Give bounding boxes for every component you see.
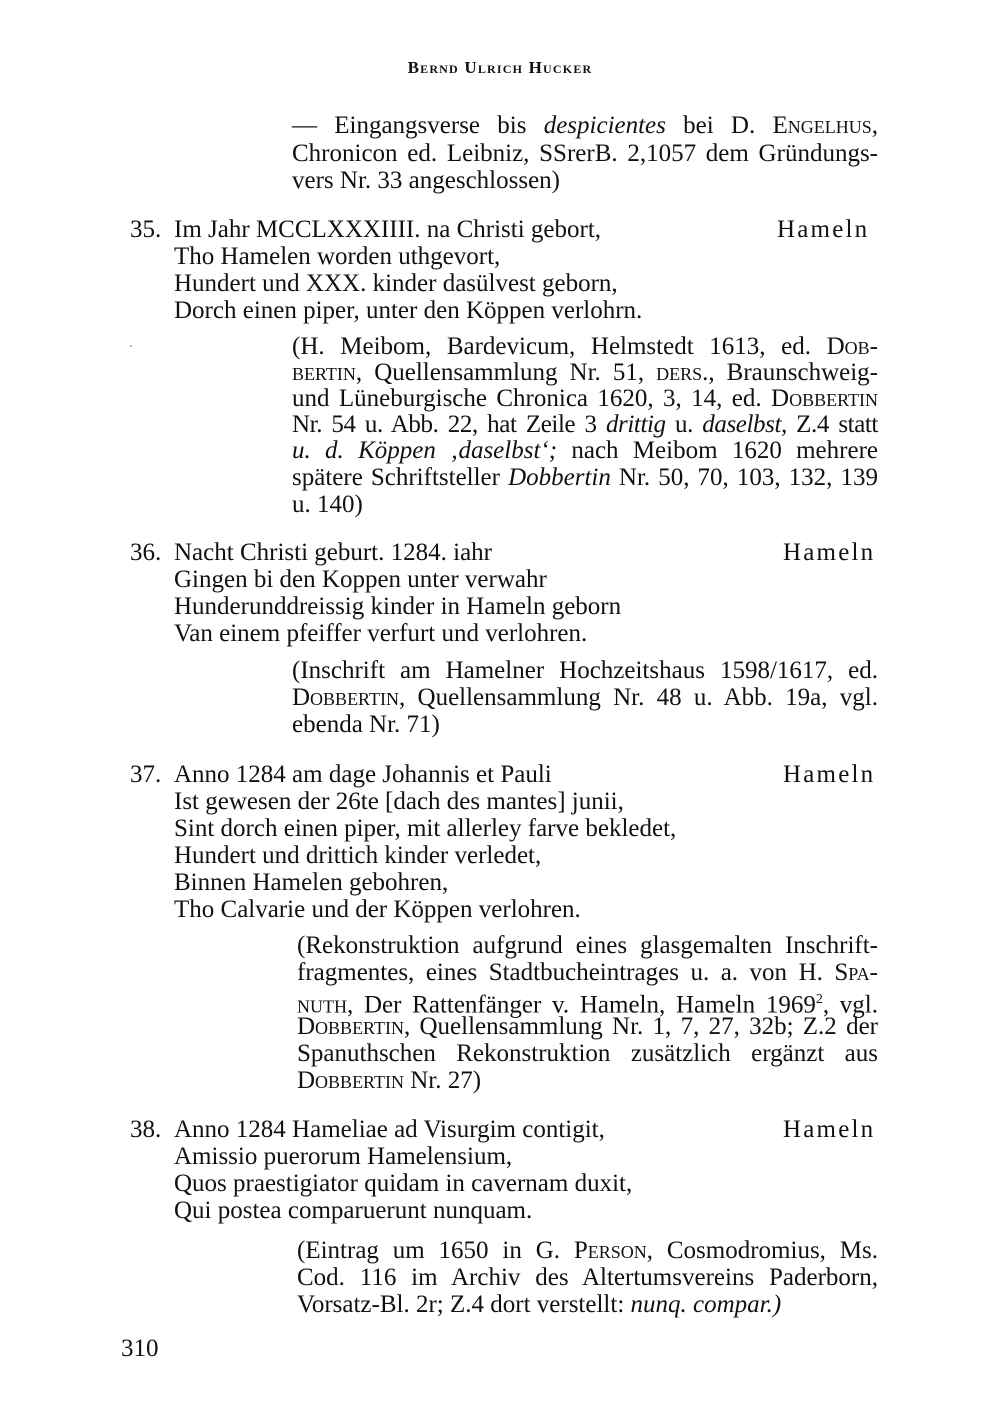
text: (Rekonstruktion aufgrund eines glasgemalten Inschrift- [297,932,878,959]
text: nach Meibom 1620 mehrere [557,437,878,464]
text: , Cosmodromius, Ms. [646,1237,878,1264]
italic-text: daselbst, [702,411,787,438]
italic-text: Dobbertin [508,464,611,491]
italic-text: nunq. compar.) [630,1291,782,1318]
text: spätere Schriftsteller [292,464,509,491]
author-name: Dobbertin [292,684,399,711]
text: Spanuthschen Rekonstruktion zusätzlich ergänzt aus [297,1040,878,1067]
entry-number: 36. [130,539,162,566]
source-line [297,1291,878,1318]
text: u. [665,411,703,438]
text: Vorsatz-Bl. 2r; Z.4 dort verstellt: [297,1291,631,1318]
text: — Eingangsverse bis [292,112,544,139]
verse-line: Anno 1284 Hameliae ad Visurgim contigit, [174,1116,605,1143]
entry-place: Hameln [777,216,870,243]
verse-line: Tho Calvarie und der Köppen verlohren. [174,896,581,923]
text: fragmentes, eines Stadtbucheintrages u. a. von H. [297,959,835,986]
margin-speck [130,345,132,347]
text: Cod. 116 im Archiv des Altertumsvereins Paderborn, [297,1264,878,1291]
continuation-line-2 [292,140,878,167]
text: (Eintrag um 1650 in G. [297,1237,574,1264]
source-line [292,333,878,360]
text: , Quellensammlung Nr. 48 u. Abb. 19a, vgl. [398,684,878,711]
author-name: Dobbertin [297,1067,404,1094]
text: Nr. 54 u. Abb. 22, hat Zeile 3 [292,411,606,438]
source-line [297,1067,481,1094]
source-line [297,1264,878,1291]
source-line [297,1237,878,1264]
continuation-line-3 [292,167,560,194]
text: , vgl. [822,991,878,1019]
author-name: Dobbertin [771,385,878,412]
verse-line: Gingen bi den Koppen unter verwahr [174,566,547,593]
text: , Braunschweig- [708,359,878,386]
text: Chronicon ed. Leibniz, SSrerB. 2,1057 dem Gründungs- [292,140,878,167]
text: Nr. 27) [403,1067,482,1094]
author-name: Spa- [834,959,878,986]
verse-line: Nacht Christi geburt. 1284. iahr [174,539,492,566]
entry-number: 38. [130,1116,162,1143]
running-head: Bernd Ulrich Hucker [407,58,593,77]
text: , Der Rattenfänger v. Hameln, Hameln 1969 [347,991,816,1019]
verse-line: Binnen Hamelen gebohren, [174,869,449,896]
verse-line: Sint dorch einen piper, mit allerley farve bekledet, [174,815,677,842]
author-name: Dobbertin [297,1013,404,1040]
author-name: Person [573,1237,647,1264]
author-name: nuth [297,991,347,1019]
source-line [292,684,878,711]
text: , Quellensammlung Nr. 1, 7, 27, 32b; Z.2 der [403,1013,878,1040]
source-line [297,1040,878,1067]
entry-number: 35. [130,216,162,243]
text: , Quellensammlung Nr. 51, [355,359,657,386]
entry-place: Hameln [783,539,876,566]
source-line [292,711,440,738]
text: Z.4 statt [786,411,878,438]
text: und Lüneburgische Chronica 1620, 3, 14, ed. [292,385,772,412]
source-line [292,657,878,684]
entry-place: Hameln [783,1116,876,1143]
text: , [871,112,878,139]
verse-line: Quos praestigiator quidam in cavernam duxit, [174,1170,633,1197]
source-line [292,411,878,438]
entry-number: 37. [130,761,162,788]
continuation-line-1 [292,112,878,139]
text: u. 140) [292,491,363,518]
superscript: 2 [815,992,823,1007]
source-line [292,491,363,518]
verse-line: Hundert und drittich kinder verledet, [174,842,542,869]
verse-line: Im Jahr MCCLXXXIIII. na Christi gebort, [174,216,602,243]
text: (H. Meibom, Bardevicum, Helmstedt 1613, ed. [292,333,827,360]
verse-line: Dorch einen piper, unter den Köppen verlohrn. [174,297,643,324]
text: ebenda Nr. 71) [292,711,440,738]
source-line [297,959,878,986]
text: vers Nr. 33 angeschlossen) [292,167,560,194]
text: bei D. [665,112,773,139]
author-name: Engelhus [772,112,872,139]
source-line [297,932,878,959]
verse-line: Hundert und XXX. kinder dasülvest geborn, [174,270,618,297]
verse-line: Van einem pfeiffer verfurt und verlohren. [174,620,588,647]
italic-text: drittig [605,411,666,438]
italic-text: u. d. Köppen ‚daselbst‘; [292,437,558,464]
verse-line: Hunderunddreissig kinder in Hameln geborn [174,593,622,620]
author-name: ders. [656,359,709,386]
source-line [292,385,878,412]
author-name: bertin [292,359,356,386]
text: (Inschrift am Hamelner Hochzeitshaus 1598/1617, ed. [292,657,878,684]
italic-text: despicientes [543,112,666,139]
verse-line: Anno 1284 am dage Johannis et Pauli [174,761,552,788]
source-line [292,464,878,491]
author-name: Dob- [826,333,878,360]
verse-line: Amissio puerorum Hamelensium, [174,1143,513,1170]
verse-line: Ist gewesen der 26te [dach des mantes] junii, [174,788,624,815]
entry-place: Hameln [783,761,876,788]
source-line [292,437,878,464]
text: Nr. 50, 70, 103, 132, 139 [610,464,879,491]
verse-line: Tho Hamelen worden uthgevort, [174,243,501,270]
page-number: 310 [121,1335,159,1362]
source-line [297,1013,878,1040]
source-line [292,359,878,386]
verse-line: Qui postea comparuerunt nunquam. [174,1197,533,1224]
